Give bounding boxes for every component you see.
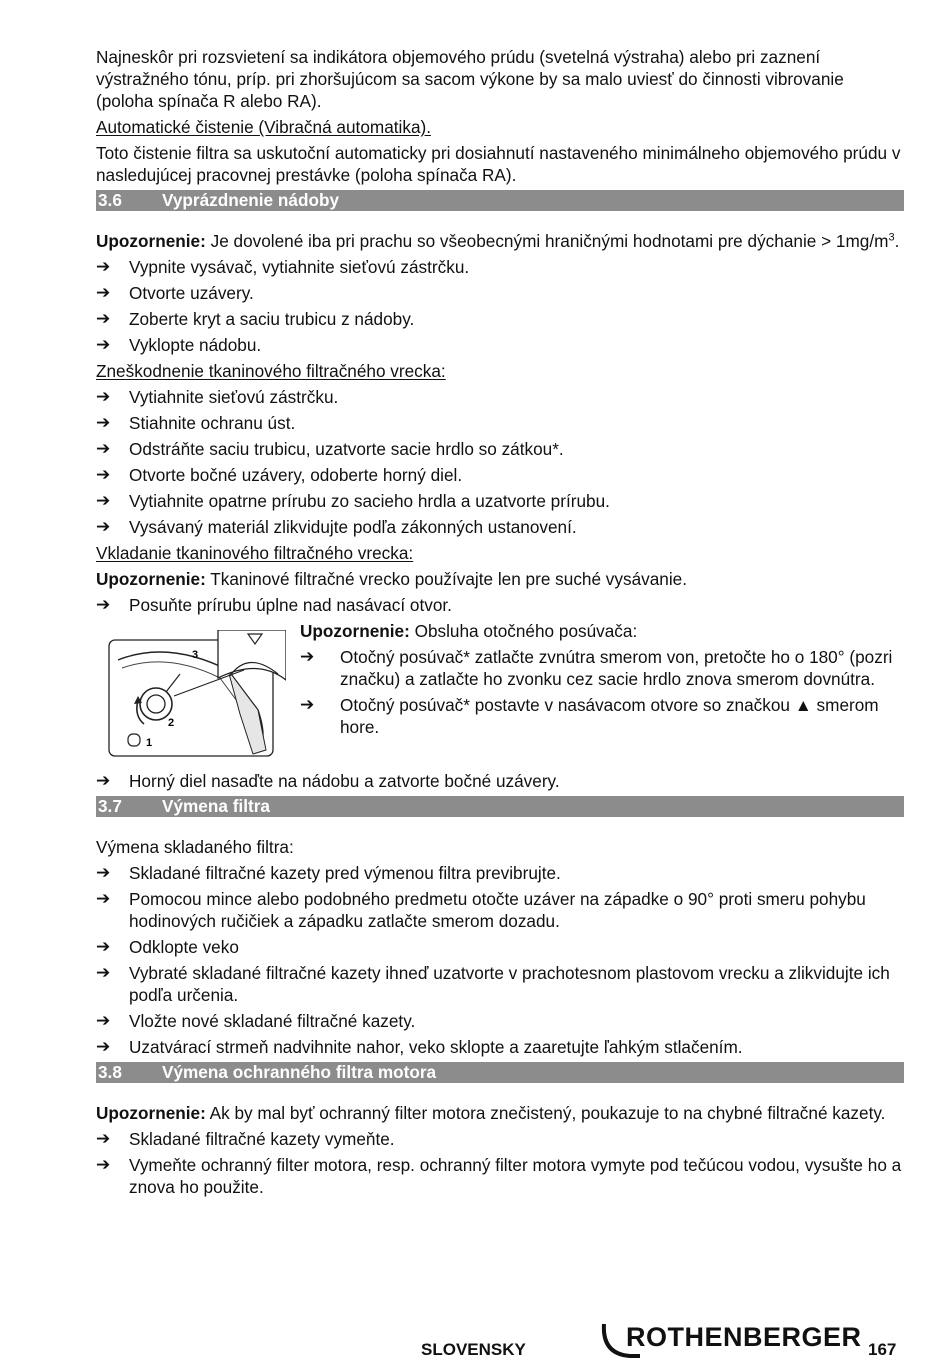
list-item — [96, 770, 904, 792]
list-item — [96, 464, 904, 486]
intro-paragraph-2: Toto čistenie filtra sa uskutoční automaticky pri dosiahnutí nastaveného minimálneho objemového prúdu v nasledujúcej pracovnej prestávke (poloha spínača RA). — [96, 143, 901, 185]
list-item — [96, 438, 904, 460]
list-item-text: Skladané filtračné kazety pred výmenou filtra previbrujte. — [129, 863, 561, 883]
list-item-text: Posuňte prírubu úplne nad nasávací otvor. — [129, 595, 452, 615]
arrow-right-icon: ➔ — [96, 257, 111, 276]
list-item-text: Otvorte uzávery. — [129, 283, 254, 303]
steps-3-8 — [96, 1128, 904, 1198]
note-label: Upozornenie: — [96, 569, 206, 589]
final-steps — [96, 770, 904, 792]
arrow-right-icon: ➔ — [96, 1129, 111, 1148]
note-3-6 — [96, 230, 904, 252]
list-item-text: Vypnite vysávač, vytiahnite sieťovú zástrčku. — [129, 257, 470, 277]
intro-paragraph-1: Najneskôr pri rozsvietení sa indikátora objemového prúdu (svetelná výstraha) alebo pri zaznení výstražného tónu, príp. pri zhoršujúcom sa sacom výkone by sa malo uviesť do činnosti vibrovanie (poloha spínača R alebo RA). — [96, 47, 844, 111]
arrow-right-icon: ➔ — [96, 863, 111, 882]
figure-label-3: 3 — [192, 649, 199, 661]
arrow-right-icon: ➔ — [96, 771, 111, 790]
insert-heading: Vkladanie tkaninového filtračného vrecka: — [96, 543, 414, 563]
figure-block — [96, 620, 904, 766]
list-item-text: Vložte nové skladané filtračné kazety. — [129, 1011, 416, 1031]
section-header-3-7 — [96, 796, 904, 817]
brand-logo: ROTHENBERGER — [626, 1322, 862, 1352]
insert-note — [96, 568, 904, 590]
arrow-right-icon: ➔ — [96, 1011, 111, 1030]
rotary-slider-illustration — [108, 630, 286, 758]
section-number: 3.7 — [98, 796, 122, 816]
section-title: Výmena ochranného filtra motora — [162, 1062, 437, 1082]
note-end: . — [894, 231, 900, 251]
note-label: Upozornenie: — [300, 621, 410, 641]
figure-text — [300, 620, 904, 742]
figure-note — [300, 620, 904, 642]
arrow-right-icon: ➔ — [96, 335, 111, 354]
note-superscript: 3 — [888, 231, 895, 244]
section-title: Výmena filtra — [162, 796, 270, 816]
disposal-heading: Zneškodnenie tkaninového filtračného vrecka: — [96, 361, 446, 381]
list-item-text: Skladané filtračné kazety vymeňte. — [129, 1129, 395, 1149]
figure-label-1: 1 — [146, 737, 153, 749]
arrow-right-icon: ➔ — [96, 309, 111, 328]
list-item — [96, 594, 904, 616]
arrow-right-icon: ➔ — [96, 465, 111, 484]
arrow-right-icon: ➔ — [96, 963, 111, 982]
list-item-text: Vytiahnite sieťovú zástrčku. — [129, 387, 339, 407]
list-item — [96, 308, 904, 330]
steps-3-7 — [96, 862, 904, 1058]
figure-steps — [300, 646, 904, 738]
list-item-text: Otvorte bočné uzávery, odoberte horný diel. — [129, 465, 463, 485]
insert-steps — [96, 594, 904, 616]
section-header-3-8 — [96, 1062, 904, 1083]
arrow-right-icon: ➔ — [96, 595, 111, 614]
list-item — [96, 256, 904, 278]
figure-label-2: 2 — [168, 717, 175, 729]
list-item — [96, 862, 904, 884]
arrow-right-icon: ➔ — [96, 517, 111, 536]
section-title: Vyprázdnenie nádoby — [162, 190, 340, 210]
note-text: Tkaninové filtračné vrecko používajte len pre suché vysávanie. — [210, 569, 688, 589]
arrow-right-icon: ➔ — [96, 1037, 111, 1056]
list-item — [300, 694, 904, 738]
list-item-text: Vyklopte nádobu. — [129, 335, 262, 355]
auto-cleaning-heading: Automatické čistenie (Vibračná automatika). — [96, 117, 431, 137]
page-content — [96, 46, 904, 1202]
arrow-right-icon: ➔ — [300, 647, 315, 666]
note-label: Upozornenie: — [96, 231, 206, 251]
list-item — [96, 334, 904, 356]
section-number: 3.6 — [98, 190, 122, 210]
list-item — [96, 1128, 904, 1150]
list-item-text: Otočný posúvač* postavte v nasávacom otvore so značkou ▲ smerom hore. — [340, 695, 879, 737]
list-item — [300, 646, 904, 690]
list-item-text: Zoberte kryt a saciu trubicu z nádoby. — [129, 309, 415, 329]
arrow-right-icon: ➔ — [96, 937, 111, 956]
note-text: Obsluha otočného posúvača: — [414, 621, 638, 641]
arrow-right-icon: ➔ — [96, 439, 111, 458]
list-item-text: Vysávaný materiál zlikvidujte podľa zákonných ustanovení. — [129, 517, 577, 537]
list-item — [96, 1010, 904, 1032]
arrow-right-icon: ➔ — [96, 889, 111, 908]
page-number: 167 — [868, 1340, 897, 1359]
list-item-text: Uzatvárací strmeň nadvihnite nahor, veko sklopte a zaaretujte ľahkým stlačením. — [129, 1037, 743, 1057]
list-item-text: Vymeňte ochranný filter motora, resp. ochranný filter motora vymyte pod tečúcou vodou, vysušte ho a znova ho použite. — [129, 1155, 902, 1197]
list-item-text: Vybraté skladané filtračné kazety ihneď uzatvorte v prachotesnom plastovom vrecku a zlikvidujte ich podľa určenia. — [129, 963, 890, 1005]
list-item-text: Vytiahnite opatrne prírubu zo sacieho hrdla a uzatvorte prírubu. — [129, 491, 610, 511]
list-item-text: Odklopte veko — [129, 937, 239, 957]
note-label: Upozornenie: — [96, 1103, 206, 1123]
arrow-right-icon: ➔ — [96, 491, 111, 510]
list-item-text: Stiahnite ochranu úst. — [129, 413, 296, 433]
list-item — [96, 1036, 904, 1058]
footer-language: SLOVENSKY — [421, 1340, 526, 1359]
list-item — [96, 490, 904, 512]
steps-3-6 — [96, 256, 904, 356]
list-item — [96, 282, 904, 304]
list-item-text: Horný diel nasaďte na nádobu a zatvorte bočné uzávery. — [129, 771, 560, 791]
list-item — [96, 936, 904, 958]
note-3-8 — [96, 1102, 904, 1124]
list-item — [96, 962, 904, 1006]
arrow-right-icon: ➔ — [96, 387, 111, 406]
arrow-right-icon: ➔ — [96, 283, 111, 302]
list-item — [96, 1154, 904, 1198]
list-item-text: Pomocou mince alebo podobného predmetu otočte uzáver na západke o 90° proti smeru pohybu hodinových ručičiek a západku zatlačte smerom dozadu. — [129, 889, 866, 931]
list-item-text: Otočný posúvač* zatlačte zvnútra smerom von, pretočte ho o 180° (pozri značku) a zatlačte ho zvonku cez sacie hrdlo znova smerom dovnútra. — [340, 647, 893, 689]
note-text: Je dovolené iba pri prachu so všeobecnými hraničnými hodnotami pre dýchanie > 1mg/m — [210, 231, 889, 251]
note-text: Ak by mal byť ochranný filter motora znečistený, poukazuje to na chybné filtračné kazety. — [209, 1103, 886, 1123]
section-header-3-6 — [96, 190, 904, 211]
list-item — [96, 386, 904, 408]
arrow-right-icon: ➔ — [96, 413, 111, 432]
arrow-right-icon: ➔ — [300, 695, 315, 714]
section-3-7-intro: Výmena skladaného filtra: — [96, 837, 294, 857]
list-item — [96, 412, 904, 434]
arrow-right-icon: ➔ — [96, 1155, 111, 1174]
list-item-text: Odstráňte saciu trubicu, uzatvorte sacie hrdlo so zátkou*. — [129, 439, 564, 459]
section-number: 3.8 — [98, 1062, 122, 1082]
disposal-steps — [96, 386, 904, 538]
list-item — [96, 888, 904, 932]
list-item — [96, 516, 904, 538]
